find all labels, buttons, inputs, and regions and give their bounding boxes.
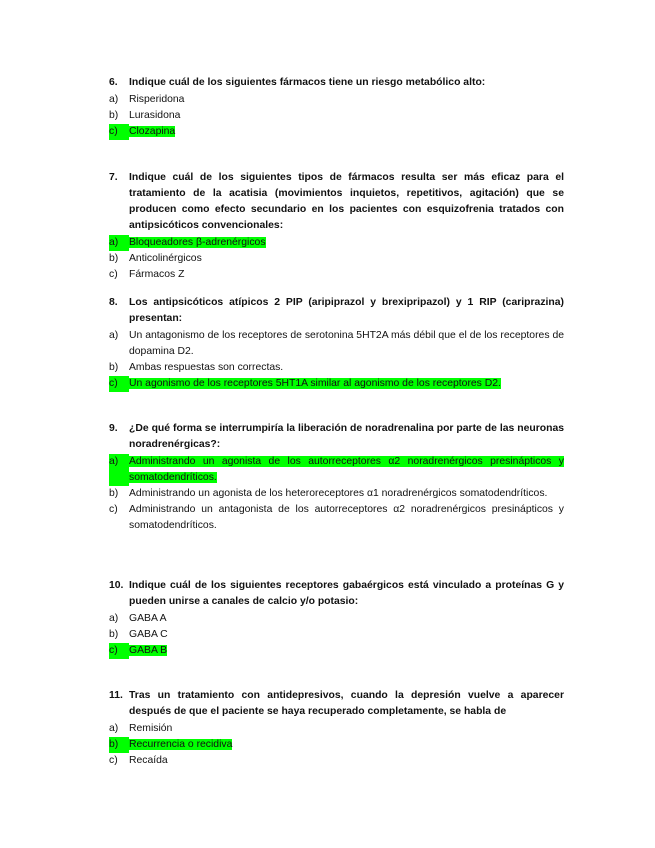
- option-text-highlighted: Administrando un agonista de los autorreceptores α2 noradrenérgicos presinápticos y somatodendríticos.: [129, 456, 564, 483]
- option-b: [109, 251, 564, 267]
- option-letter: c): [109, 643, 129, 659]
- question-11: [109, 688, 564, 769]
- option-letter: b): [109, 488, 119, 499]
- option-letter: b): [109, 362, 119, 373]
- question-10: [109, 578, 564, 659]
- option-letter: b): [109, 629, 119, 640]
- option-b: [109, 108, 564, 124]
- option-letter: a): [109, 94, 119, 105]
- option-text-highlighted: Un agonismo de los receptores 5HT1A similar al agonismo de los receptores D2.: [129, 378, 501, 389]
- question-number: 8.: [109, 297, 118, 308]
- option-letter: c): [109, 504, 118, 515]
- option-b-correct: [109, 737, 564, 753]
- option-text: Lurasidona: [129, 110, 181, 121]
- question-number: 10.: [109, 580, 124, 591]
- option-a: [109, 721, 564, 737]
- option-a: [109, 92, 564, 108]
- option-letter: c): [109, 269, 118, 280]
- option-a: [109, 328, 564, 360]
- question-text: Tras un tratamiento con antidepresivos, cuando la depresión vuelve a aparecer después de que el paciente se haya recuperado completamente, se habla de: [129, 690, 564, 717]
- option-b: [109, 627, 564, 643]
- option-letter: a): [109, 330, 119, 341]
- option-text: GABA C: [129, 629, 168, 640]
- question-number: 6.: [109, 77, 118, 88]
- option-text: Remisión: [129, 723, 173, 734]
- option-text-highlighted: Clozapina: [129, 126, 176, 137]
- option-letter: c): [109, 376, 129, 392]
- option-letter: c): [109, 755, 118, 766]
- option-letter: b): [109, 737, 129, 753]
- question-7: [109, 170, 564, 283]
- option-text: Anticolinérgicos: [129, 253, 202, 264]
- option-letter: a): [109, 235, 129, 251]
- question-number: 7.: [109, 172, 118, 183]
- option-letter: b): [109, 110, 119, 121]
- option-text: Recaída: [129, 755, 168, 766]
- question-number: 11.: [109, 690, 123, 701]
- question-number: 9.: [109, 423, 118, 434]
- option-c-correct: [109, 376, 564, 392]
- option-letter: c): [109, 124, 129, 140]
- question-text: Indique cuál de los siguientes fármacos tiene un riesgo metabólico alto:: [129, 77, 486, 88]
- question-6: [109, 75, 564, 140]
- option-text: Un antagonismo de los receptores de serotonina 5HT2A más débil que el de los receptores de dopamina D2.: [129, 330, 564, 357]
- option-text-highlighted: Recurrencia o recidiva: [129, 739, 233, 750]
- option-a-correct: [109, 235, 564, 251]
- option-text: Administrando un agonista de los heteroreceptores α1 noradrenérgicos somatodendríticos.: [129, 488, 548, 499]
- option-c: [109, 267, 564, 283]
- question-9: [109, 421, 564, 534]
- question-text: Indique cuál de los siguientes tipos de fármacos resulta ser más eficaz para el tratamiento de la acatisia (movimientos inquietos, repetitivos, agitación) que se producen como efecto secundario en los pacientes con esquizofrenia tratados con antipsicóticos convencionales:: [129, 172, 564, 231]
- option-letter: a): [109, 723, 119, 734]
- option-c-correct: [109, 124, 564, 140]
- option-c-correct: [109, 643, 564, 659]
- question-8: [109, 295, 564, 392]
- option-b: [109, 360, 564, 376]
- question-text: ¿De qué forma se interrumpiría la liberación de noradrenalina por parte de las neuronas noradrenérgicas?:: [129, 423, 564, 450]
- question-text: Los antipsicóticos atípicos 2 PIP (aripiprazol y brexipripazol) y 1 RIP (cariprazina) presentan:: [129, 297, 564, 324]
- option-letter: a): [109, 454, 129, 486]
- option-text: Fármacos Z: [129, 269, 185, 280]
- option-letter: b): [109, 253, 119, 264]
- question-text: Indique cuál de los siguientes receptores gabaérgicos está vinculado a proteínas G y pueden unirse a canales de calcio y/o potasio:: [129, 580, 564, 607]
- option-text: GABA A: [129, 613, 167, 624]
- option-text: Ambas respuestas son correctas.: [129, 362, 284, 373]
- option-a: [109, 611, 564, 627]
- option-b: [109, 486, 564, 502]
- option-text-highlighted: Bloqueadores β-adrenérgicos: [129, 237, 266, 248]
- option-a-correct: [109, 454, 564, 486]
- option-c: [109, 502, 564, 534]
- option-text: Risperidona: [129, 94, 185, 105]
- option-letter: a): [109, 613, 119, 624]
- option-text-highlighted: GABA B: [129, 645, 168, 656]
- option-c: [109, 753, 564, 769]
- option-text: Administrando un antagonista de los autorreceptores α2 noradrenérgicos presinápticos y somatodendríticos.: [129, 504, 564, 531]
